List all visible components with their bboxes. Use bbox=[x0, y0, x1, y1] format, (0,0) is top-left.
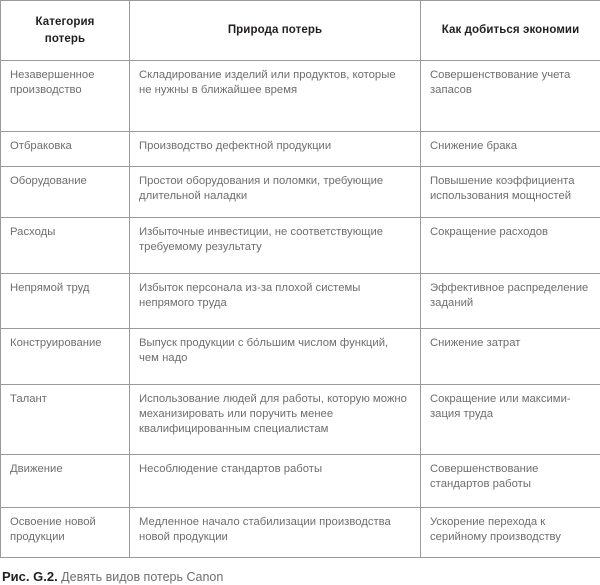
cell-category: Непрямой труд bbox=[1, 274, 130, 329]
cell-nature: Выпуск продукции с бо́льшим числом функций, чем надо bbox=[130, 329, 421, 385]
cell-nature: Избыток персонала из-за плохой системы непрямого труда bbox=[130, 274, 421, 329]
cell-nature: Простои оборудования и поломки, требующие длительной наладки bbox=[130, 167, 421, 218]
column-header-category bbox=[1, 1, 130, 61]
table-row bbox=[1, 167, 600, 218]
cell-saving: Сокращение или максимизация труда bbox=[421, 385, 600, 455]
table-row bbox=[1, 274, 600, 329]
cell-saving: Совершенствование стандартов работы bbox=[421, 455, 600, 508]
cell-saving: Эффективное распределение заданий bbox=[421, 274, 600, 329]
cell-category: Конструирование bbox=[1, 329, 130, 385]
cell-saving: Повышение коэффициента использования мощностей bbox=[421, 167, 600, 218]
table-row bbox=[1, 218, 600, 274]
table-row bbox=[1, 132, 600, 167]
cell-nature: Производство дефектной продукции bbox=[130, 132, 421, 167]
table-body bbox=[1, 61, 600, 558]
cell-nature: Несоблюдение стандартов работы bbox=[130, 455, 421, 508]
figure-caption-label: Рис. G.2. bbox=[2, 569, 58, 584]
cell-category: Незавершенное производство bbox=[1, 61, 130, 132]
table-row bbox=[1, 61, 600, 132]
cell-category: Отбраковка bbox=[1, 132, 130, 167]
cell-category: Освоение новой продукции bbox=[1, 508, 130, 558]
cell-category: Талант bbox=[1, 385, 130, 455]
table-row bbox=[1, 385, 600, 455]
column-header-category-line1: Категория bbox=[36, 16, 95, 28]
cell-nature: Медленное начало стабилизации производства новой продукции bbox=[130, 508, 421, 558]
table-header-row bbox=[1, 1, 600, 61]
table-row bbox=[1, 508, 600, 558]
column-header-saving: Как добиться экономии bbox=[421, 1, 600, 61]
cell-saving: Снижение брака bbox=[421, 132, 600, 167]
table-row bbox=[1, 329, 600, 385]
cell-category: Движение bbox=[1, 455, 130, 508]
cell-nature: Использование людей для работы, которую можно механизировать или поручить менее квалифицированным специалистам bbox=[130, 385, 421, 455]
cell-saving: Снижение затрат bbox=[421, 329, 600, 385]
cell-saving: Совершенствование учета запасов bbox=[421, 61, 600, 132]
column-header-nature: Природа потерь bbox=[130, 1, 421, 61]
cell-nature: Избыточные инвестиции, не соответствующие требуемому результату bbox=[130, 218, 421, 274]
figure-caption-text: Девять видов потерь Canon bbox=[61, 570, 223, 584]
cell-category: Расходы bbox=[1, 218, 130, 274]
cell-nature: Складирование изделий или продуктов, которые не нужны в ближайшее время bbox=[130, 61, 421, 132]
cell-category: Оборудование bbox=[1, 167, 130, 218]
table-row bbox=[1, 455, 600, 508]
table-header bbox=[1, 1, 600, 61]
cell-saving: Ускорение перехода к серийному производству bbox=[421, 508, 600, 558]
cell-saving: Сокращение расходов bbox=[421, 218, 600, 274]
figure-caption bbox=[0, 569, 600, 585]
column-header-category-line2: потерь bbox=[45, 33, 85, 45]
